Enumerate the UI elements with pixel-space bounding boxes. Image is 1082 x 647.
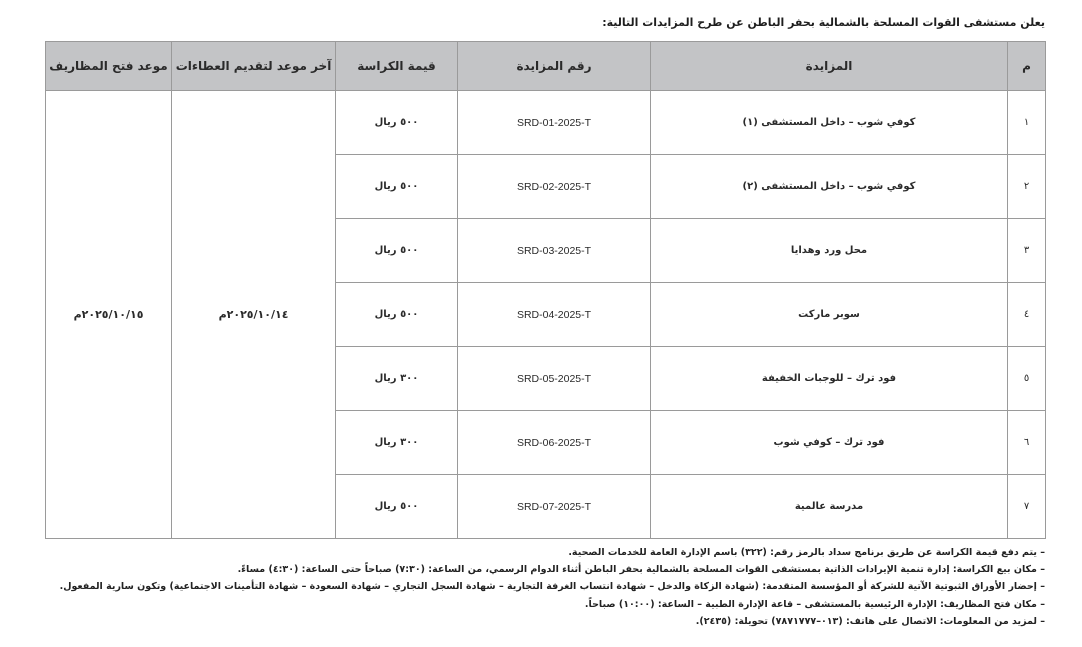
row-index: ٧ bbox=[1008, 475, 1046, 539]
row-auction: كوفي شوب – داخل المستشفى (١) bbox=[651, 91, 1008, 155]
table-row bbox=[46, 91, 1046, 155]
row-auction-number: SRD-07-2025-T bbox=[458, 475, 651, 539]
row-booklet-value: ٣٠٠ ريال bbox=[336, 411, 458, 475]
row-booklet-value: ٥٠٠ ريال bbox=[336, 91, 458, 155]
row-index: ٤ bbox=[1008, 283, 1046, 347]
auctions-table bbox=[45, 41, 1046, 539]
row-auction-number: SRD-06-2025-T bbox=[458, 411, 651, 475]
note-opening-location: – مكان فتح المظاريف: الإدارة الرئيسية بالمستشفى – قاعة الإدارة الطبية – الساعة: (١٠:٠٠) صباحاً. bbox=[584, 598, 1045, 610]
table-header-row bbox=[46, 42, 1046, 91]
row-auction: سوبر ماركت bbox=[651, 283, 1008, 347]
row-auction: فود ترك – للوجبات الخفيفة bbox=[651, 347, 1008, 411]
row-index: ٦ bbox=[1008, 411, 1046, 475]
row-booklet-value: ٥٠٠ ريال bbox=[336, 155, 458, 219]
row-booklet-value: ٥٠٠ ريال bbox=[336, 283, 458, 347]
notes-list bbox=[35, 544, 1045, 630]
note-contact-info: – لمزيد من المعلومات: الاتصال على هاتف: (٠١٣–٧٨٧١٧٧٧) تحويلة: (٢٤٣٥). bbox=[695, 615, 1045, 627]
announcement-intro: يعلن مستشفى القوات المسلحة بالشمالية بحفر الباطن عن طرح المزايدات التالية: bbox=[602, 16, 1045, 29]
row-booklet-value: ٥٠٠ ريال bbox=[336, 219, 458, 283]
header-auction: المزايدة bbox=[651, 42, 1008, 91]
row-auction-number: SRD-05-2025-T bbox=[458, 347, 651, 411]
note-required-documents: – إحضار الأوراق الثبوتية الآتية للشركة أو المؤسسة المتقدمة: (شهادة الزكاة والدخل – شهادة انتساب الغرفة التجارية – شهادة السجل التجاري – شهادة السعودة – شهادة التأمينات الاجتماعية) وتكون سارية المفعول. bbox=[59, 581, 1045, 593]
row-index: ١ bbox=[1008, 91, 1046, 155]
header-auction-number: رقم المزايدة bbox=[458, 42, 651, 91]
row-auction-number: SRD-03-2025-T bbox=[458, 219, 651, 283]
row-index: ٣ bbox=[1008, 219, 1046, 283]
header-submission-deadline: آخر موعد لتقديم العطاءات bbox=[172, 42, 336, 91]
header-envelope-opening: موعد فتح المظاريف bbox=[46, 42, 172, 91]
row-auction: مدرسة عالمية bbox=[651, 475, 1008, 539]
row-auction-number: SRD-04-2025-T bbox=[458, 283, 651, 347]
row-index: ٢ bbox=[1008, 155, 1046, 219]
note-payment: – يتم دفع قيمة الكراسة عن طريق برنامج سداد بالرمز رقم: (٣٢٢) باسم الإدارة العامة للخدمات الصحية. bbox=[568, 547, 1045, 558]
submission-deadline-cell: ٢٠٢٥/١٠/١٤م bbox=[172, 91, 336, 539]
row-index: ٥ bbox=[1008, 347, 1046, 411]
row-auction: محل ورد وهدايا bbox=[651, 219, 1008, 283]
note-sale-location: – مكان بيع الكراسة: إدارة تنمية الإيرادات الذاتية بمستشفى القوات المسلحة بالشمالية بحفر الباطن أثناء الدوام الرسمي، من الساعة: (٧:٣٠) صباحاً حتى الساعة: (٤:٣٠) مساءً. bbox=[237, 564, 1045, 576]
row-auction-number: SRD-02-2025-T bbox=[458, 155, 651, 219]
row-booklet-value: ٥٠٠ ريال bbox=[336, 475, 458, 539]
header-index: م bbox=[1008, 42, 1046, 91]
row-auction-number: SRD-01-2025-T bbox=[458, 91, 651, 155]
row-auction: فود ترك – كوفي شوب bbox=[651, 411, 1008, 475]
row-auction: كوفي شوب – داخل المستشفى (٢) bbox=[651, 155, 1008, 219]
row-booklet-value: ٣٠٠ ريال bbox=[336, 347, 458, 411]
header-booklet-value: قيمة الكراسة bbox=[336, 42, 458, 91]
envelope-opening-cell: ٢٠٢٥/١٠/١٥م bbox=[46, 91, 172, 539]
